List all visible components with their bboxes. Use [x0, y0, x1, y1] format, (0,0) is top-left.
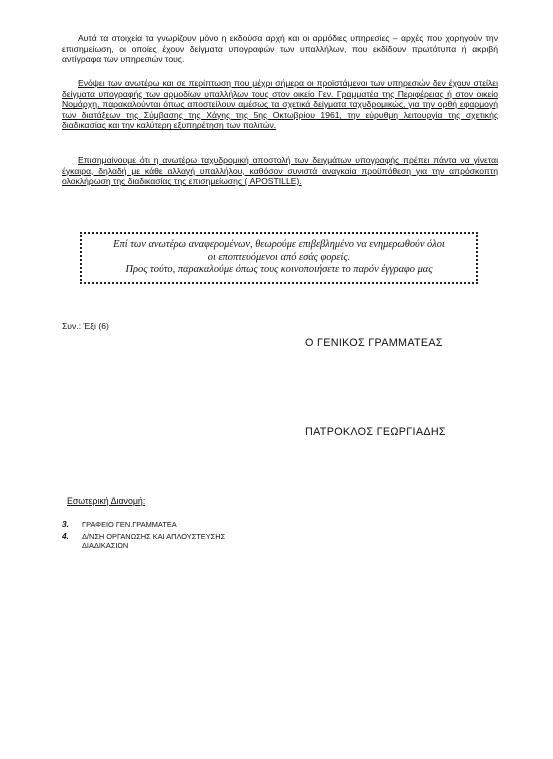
paragraph-signature-knowledge: Αυτά τα στοιχεία τα γνωρίζουν μόνο η εκδούσα αρχή και οι αρμόδιες υπηρεσίες – αρχές που χορηγούν την επισημείωση, οι οποίες έχουν δείγματα υπογραφών των υπαλλήλων, που εκδίδουν πρωτότυπα ή ακριβή αντίγραφα των υπηρεσιών τους.	[62, 33, 498, 65]
notice-line-2: οι εποπτευόμενοι από εσάς φορείς.	[207, 251, 351, 263]
distribution-item-text: ΓΡΑΦΕΙΟ ΓΕΝ.ΓΡΑΜΜΑΤΕΑ	[82, 520, 177, 529]
enclosures-note: Συν.: Έξι (6)	[62, 321, 109, 331]
signatory-name: ΠΑΤΡΟΚΛΟΣ ΓΕΩΡΓΙΑΔΗΣ	[305, 426, 446, 438]
notice-line-1: Επί των ανωτέρω αναφερομένων, θεωρούμε επιβεβλημένο να ενημερωθούν όλοι	[113, 239, 445, 250]
notice-line-3: Προς τούτο, παρακαλούμε όπως τους κοινοποιήσετε το παρόν έγγραφο μας	[125, 264, 433, 275]
paragraph-timely-dispatch: Επισημαίνουμε ότι η ανωτέρω ταχυδρομική αποστολή των δειγμάτων υπογραφής πρέπει πάντα να γίνεται έγκαιρα, δηλαδή με κάθε αλλαγή υπαλλήλου, καθόσον συνιστά αναγκαία προϋπόθεση για την απρόσκοπτη ολοκλήρωση της διαδικασίας της επισημείωσης ( APOSTILLE).	[62, 155, 498, 187]
distribution-item	[62, 532, 225, 550]
signatory-title: Ο ΓΕΝΙΚΟΣ ΓΡΑΜΜΑΤΕΑΣ	[305, 337, 443, 349]
internal-distribution-heading: Εσωτερική Διανομή:	[67, 496, 146, 506]
distribution-item-text: Δ/ΝΣΗ ΟΡΓΑΝΩΣΗΣ ΚΑΙ ΑΠΛΟΥΣΤΕΥΣΗΣ	[82, 532, 226, 541]
distribution-item-number: 3.	[62, 519, 69, 529]
distribution-item-number: 4.	[62, 531, 69, 541]
distribution-item	[62, 520, 177, 529]
distribution-item-text-continued: ΔΙΑΔΙΚΑΣΙΩΝ	[82, 541, 129, 550]
notice-box	[80, 232, 478, 284]
paragraph-request-signature-samples: Ενόψει των ανωτέρω και σε περίπτωση που μέχρι σήμερα οι προϊστάμενοι των υπηρεσιών δεν έχουν στείλει δείγματα υπογραφής των αρμοδίων υπαλλήλων τους στον οικείο Γεν. Γραμματέα της Περιφέρειας ή στον οικείο Νομάρχη, παρακαλούνται όπως αποστείλουν αμέσως τα σχετικά δείγματα ταχυδρομικώς, για την ορθή εφαρμογή των διατάξεων της Σύμβασης της Χάγης της 5ης Οκτωβρίου 1961, την εύρυθμη λειτουργία της σχετικής διαδικασίας και την καλύτερη εξυπηρέτηση των πολιτών.	[62, 78, 498, 131]
